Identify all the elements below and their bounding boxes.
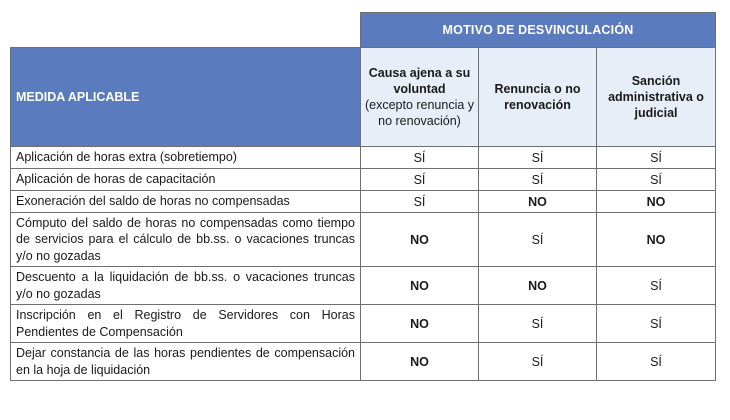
- header-blank-cell: [11, 13, 361, 48]
- table-header-row-top: [11, 13, 716, 48]
- value-cell: SÍ: [479, 169, 597, 191]
- column-header-bold: Renuncia o no renovación: [494, 81, 581, 112]
- value-cell: NO: [479, 191, 597, 213]
- row-label: Cómputo del saldo de horas no compensadas como tiempo de servicios para el cálculo de bb.ss. o vacaciones truncas y/o no gozadas: [11, 213, 361, 267]
- value-cell: NO: [361, 267, 479, 305]
- value-cell: SÍ: [479, 213, 597, 267]
- value-cell: SÍ: [479, 147, 597, 169]
- value-cell: SÍ: [361, 191, 479, 213]
- column-header-bold: Causa ajena a su voluntad: [368, 65, 471, 96]
- value-cell: SÍ: [597, 305, 716, 343]
- column-header-causa-ajena: [361, 48, 479, 147]
- value-cell: NO: [479, 267, 597, 305]
- table-row: [11, 169, 716, 191]
- value-cell: SÍ: [361, 169, 479, 191]
- value-cell: SÍ: [597, 169, 716, 191]
- motivo-header: MOTIVO DE DESVINCULACIÓN: [361, 13, 716, 48]
- value-cell: SÍ: [597, 267, 716, 305]
- table-row: [11, 305, 716, 343]
- column-header-note: (excepto renuncia y no renovación): [364, 98, 475, 129]
- table-body: [11, 147, 716, 381]
- measures-table: [10, 12, 716, 381]
- medida-header: MEDIDA APLICABLE: [11, 48, 361, 147]
- row-label: Dejar constancia de las horas pendientes de compensación en la hoja de liquidación: [11, 343, 361, 381]
- value-cell: NO: [361, 213, 479, 267]
- value-cell: SÍ: [479, 305, 597, 343]
- table-row: [11, 191, 716, 213]
- value-cell: NO: [361, 343, 479, 381]
- table-header-row-sub: [11, 48, 716, 147]
- table-row: [11, 147, 716, 169]
- value-cell: SÍ: [361, 147, 479, 169]
- row-label: Descuento a la liquidación de bb.ss. o vacaciones truncas y/o no gozadas: [11, 267, 361, 305]
- value-cell: NO: [597, 213, 716, 267]
- table-row: [11, 343, 716, 381]
- value-cell: SÍ: [597, 147, 716, 169]
- column-header-renuncia: [479, 48, 597, 147]
- value-cell: SÍ: [597, 343, 716, 381]
- column-header-sancion: [597, 48, 716, 147]
- table-row: [11, 267, 716, 305]
- row-label: Inscripción en el Registro de Servidores con Horas Pendientes de Compensación: [11, 305, 361, 343]
- row-label: Exoneración del saldo de horas no compensadas: [11, 191, 361, 213]
- column-header-bold: Sanción administrativa o judicial: [608, 73, 704, 121]
- row-label: Aplicación de horas de capacitación: [11, 169, 361, 191]
- table-row: [11, 213, 716, 267]
- value-cell: SÍ: [479, 343, 597, 381]
- row-label: Aplicación de horas extra (sobretiempo): [11, 147, 361, 169]
- value-cell: NO: [597, 191, 716, 213]
- value-cell: NO: [361, 305, 479, 343]
